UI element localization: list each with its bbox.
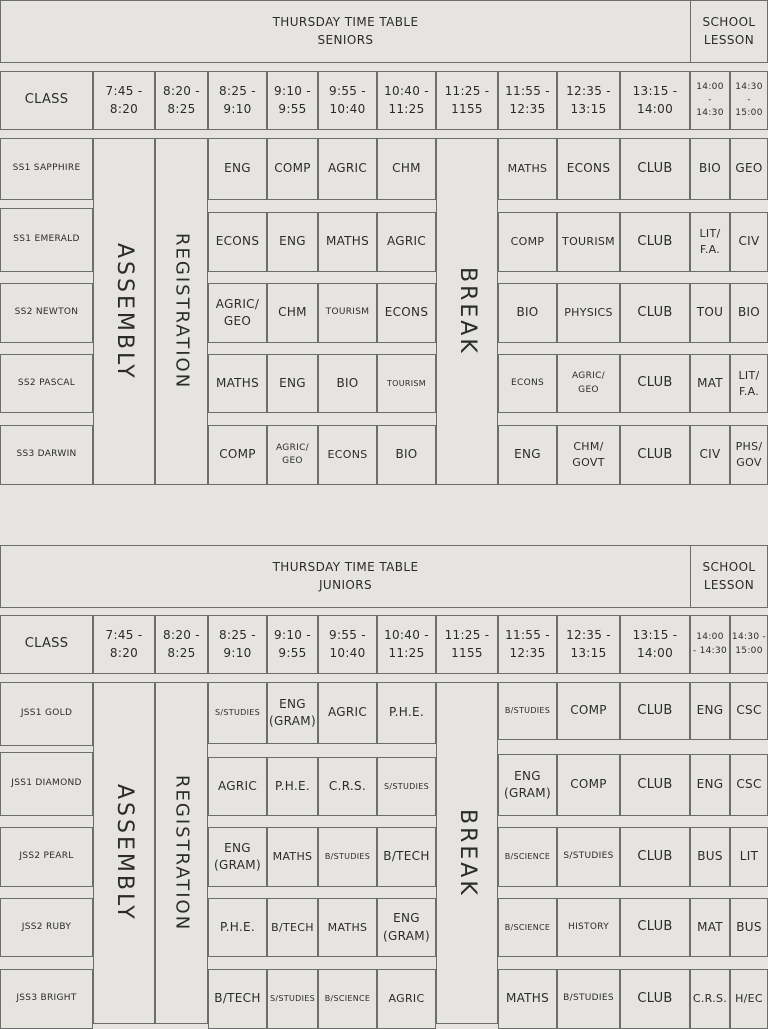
- juniors-time-slot: 13:15 - 14:00: [620, 615, 690, 674]
- seniors-time-slot: 13:15 - 14:00: [620, 71, 690, 130]
- juniors-class-header: CLASS: [0, 615, 93, 674]
- juniors-time-slot: 10:40 - 11:25: [377, 615, 436, 674]
- lesson-cell: PHYSICS: [557, 283, 620, 343]
- seniors-time-slot: 14:30 - 15:00: [730, 71, 768, 130]
- seniors-class-name: SS1 EMERALD: [0, 208, 93, 272]
- club-cell: CLUB: [620, 283, 690, 343]
- juniors-class-name: JSS2 PEARL: [0, 827, 93, 887]
- seniors-school-lesson: SCHOOL LESSON: [690, 0, 768, 63]
- lesson-cell: S/STUDIES: [557, 827, 620, 887]
- lesson-cell: ENG: [267, 354, 318, 413]
- juniors-break: [436, 682, 498, 1024]
- school-lesson-cell: CSC: [730, 754, 768, 816]
- club-cell: CLUB: [620, 827, 690, 887]
- school-lesson-cell: LIT/ F.A.: [690, 212, 730, 272]
- lesson-cell: ENG (GRAM): [267, 682, 318, 744]
- lesson-cell: S/STUDIES: [267, 969, 318, 1029]
- juniors-title-line2: JUNIORS: [318, 577, 373, 592]
- seniors-time-slot: 9:55 - 10:40: [318, 71, 377, 130]
- school-lesson-cell: BUS: [730, 898, 768, 957]
- lesson-cell: S/STUDIES: [208, 682, 267, 744]
- lesson-cell: ENG (GRAM): [208, 827, 267, 887]
- school-lesson-cell: BIO: [730, 283, 768, 343]
- lesson-cell: AGRIC/ GEO: [208, 283, 267, 343]
- lesson-cell: CHM: [267, 283, 318, 343]
- seniors-class-name: SS2 NEWTON: [0, 283, 93, 343]
- lesson-cell: MATHS: [318, 212, 377, 272]
- juniors-time-slot: 11:55 - 12:35: [498, 615, 557, 674]
- juniors-time-slot: 14:00 - 14:30: [690, 615, 730, 674]
- seniors-registration-label: REGISTRATION: [171, 233, 193, 390]
- lesson-cell: TOURISM: [377, 354, 436, 413]
- seniors-time-slot: 14:00 - 14:30: [690, 71, 730, 130]
- lesson-cell: ENG: [267, 212, 318, 272]
- seniors-class-name: SS2 PASCAL: [0, 354, 93, 413]
- juniors-title: [0, 545, 691, 608]
- juniors-time-slot: 8:20 - 8:25: [155, 615, 208, 674]
- lesson-cell: AGRIC: [208, 757, 267, 816]
- lesson-cell: MATHS: [498, 969, 557, 1029]
- lesson-cell: AGRIC/ GEO: [557, 354, 620, 413]
- school-lesson-cell: CIV: [690, 425, 730, 485]
- club-cell: CLUB: [620, 682, 690, 740]
- school-lesson-cell: PHS/ GOV: [730, 425, 768, 485]
- school-lesson-cell: H/EC: [730, 969, 768, 1029]
- juniors-class-name: JSS1 GOLD: [0, 682, 93, 746]
- lesson-cell: S/STUDIES: [377, 757, 436, 816]
- club-cell: CLUB: [620, 754, 690, 816]
- juniors-time-slot: 9:10 - 9:55: [267, 615, 318, 674]
- club-cell: CLUB: [620, 969, 690, 1029]
- lesson-cell: B/TECH: [267, 898, 318, 957]
- lesson-cell: BIO: [318, 354, 377, 413]
- lesson-cell: P.H.E.: [267, 757, 318, 816]
- lesson-cell: AGRIC: [318, 138, 377, 200]
- seniors-title-line2: SENIORS: [317, 32, 374, 47]
- school-lesson-cell: LIT: [730, 827, 768, 887]
- seniors-title-line1: THURSDAY TIME TABLE: [272, 15, 419, 30]
- lesson-cell: B/STUDIES: [318, 827, 377, 887]
- lesson-cell: COMP: [557, 754, 620, 816]
- seniors-break: [436, 138, 498, 485]
- juniors-title-line1: THURSDAY TIME TABLE: [272, 560, 419, 575]
- school-lesson-cell: C.R.S.: [690, 969, 730, 1029]
- seniors-class-name: SS1 SAPPHIRE: [0, 138, 93, 200]
- juniors-time-slot: 9:55 - 10:40: [318, 615, 377, 674]
- lesson-cell: COMP: [208, 425, 267, 485]
- lesson-cell: TOURISM: [318, 283, 377, 343]
- juniors-break-label: BREAK: [454, 808, 480, 898]
- school-lesson-cell: LIT/ F.A.: [730, 354, 768, 413]
- lesson-cell: ECONS: [557, 138, 620, 200]
- school-lesson-cell: BIO: [690, 138, 730, 200]
- lesson-cell: ENG: [208, 138, 267, 200]
- club-cell: CLUB: [620, 354, 690, 413]
- lesson-cell: ECONS: [377, 283, 436, 343]
- lesson-cell: ECONS: [208, 212, 267, 272]
- lesson-cell: CHM/ GOVT: [557, 425, 620, 485]
- lesson-cell: AGRIC: [377, 212, 436, 272]
- lesson-cell: P.H.E.: [377, 682, 436, 744]
- lesson-cell: MATHS: [318, 898, 377, 957]
- lesson-cell: TOURISM: [557, 212, 620, 272]
- juniors-time-slot: 14:30 - 15:00: [730, 615, 768, 674]
- lesson-cell: C.R.S.: [318, 757, 377, 816]
- lesson-cell: P.H.E.: [208, 898, 267, 957]
- school-lesson-cell: ENG: [690, 682, 730, 740]
- juniors-time-slot: 11:25 - 1155: [436, 615, 498, 674]
- school-lesson-cell: CSC: [730, 682, 768, 740]
- club-cell: CLUB: [620, 138, 690, 200]
- juniors-time-slot: 7:45 - 8:20: [93, 615, 155, 674]
- lesson-cell: BIO: [498, 283, 557, 343]
- seniors-time-slot: 9:10 - 9:55: [267, 71, 318, 130]
- seniors-time-slot: 10:40 - 11:25: [377, 71, 436, 130]
- lesson-cell: ECONS: [318, 425, 377, 485]
- lesson-cell: B/SCIENCE: [318, 969, 377, 1029]
- seniors-class-name: SS3 DARWIN: [0, 425, 93, 485]
- juniors-class-name: JSS1 DIAMOND: [0, 752, 93, 816]
- club-cell: CLUB: [620, 425, 690, 485]
- school-lesson-cell: CIV: [730, 212, 768, 272]
- seniors-time-slot: 11:25 - 1155: [436, 71, 498, 130]
- lesson-cell: COMP: [498, 212, 557, 272]
- seniors-time-slot: 8:25 - 9:10: [208, 71, 267, 130]
- lesson-cell: MATHS: [208, 354, 267, 413]
- lesson-cell: ENG: [498, 425, 557, 485]
- seniors-time-slot: 7:45 - 8:20: [93, 71, 155, 130]
- juniors-registration: [155, 682, 208, 1024]
- lesson-cell: AGRIC: [377, 969, 436, 1029]
- seniors-time-slot: 11:55 - 12:35: [498, 71, 557, 130]
- juniors-class-name: JSS2 RUBY: [0, 898, 93, 957]
- seniors-class-header: CLASS: [0, 71, 93, 130]
- lesson-cell: B/TECH: [377, 827, 436, 887]
- juniors-class-name: JSS3 BRIGHT: [0, 969, 93, 1029]
- school-lesson-cell: MAT: [690, 898, 730, 957]
- lesson-cell: HISTORY: [557, 898, 620, 957]
- lesson-cell: B/STUDIES: [498, 682, 557, 740]
- juniors-time-slot: 12:35 - 13:15: [557, 615, 620, 674]
- lesson-cell: AGRIC: [318, 682, 377, 744]
- seniors-registration: [155, 138, 208, 485]
- lesson-cell: MATHS: [267, 827, 318, 887]
- lesson-cell: CHM: [377, 138, 436, 200]
- lesson-cell: MATHS: [498, 138, 557, 200]
- juniors-time-slot: 8:25 - 9:10: [208, 615, 267, 674]
- school-lesson-cell: TOU: [690, 283, 730, 343]
- seniors-assembly-label: ASSEMBLY: [111, 242, 137, 381]
- lesson-cell: ENG (GRAM): [377, 898, 436, 957]
- juniors-school-lesson: SCHOOL LESSON: [690, 545, 768, 608]
- lesson-cell: B/SCIENCE: [498, 898, 557, 957]
- seniors-title: [0, 0, 691, 63]
- seniors-time-slot: 12:35 - 13:15: [557, 71, 620, 130]
- seniors-break-label: BREAK: [454, 267, 480, 356]
- juniors-registration-label: REGISTRATION: [171, 774, 193, 932]
- lesson-cell: ECONS: [498, 354, 557, 413]
- school-lesson-cell: MAT: [690, 354, 730, 413]
- school-lesson-cell: BUS: [690, 827, 730, 887]
- seniors-time-slot: 8:20 - 8:25: [155, 71, 208, 130]
- club-cell: CLUB: [620, 898, 690, 957]
- school-lesson-cell: ENG: [690, 754, 730, 816]
- seniors-assembly: [93, 138, 155, 485]
- school-lesson-cell: GEO: [730, 138, 768, 200]
- lesson-cell: B/SCIENCE: [498, 827, 557, 887]
- lesson-cell: AGRIC/ GEO: [267, 425, 318, 485]
- juniors-assembly-label: ASSEMBLY: [111, 784, 137, 922]
- lesson-cell: ENG (GRAM): [498, 754, 557, 816]
- club-cell: CLUB: [620, 212, 690, 272]
- lesson-cell: COMP: [267, 138, 318, 200]
- lesson-cell: B/TECH: [208, 969, 267, 1029]
- lesson-cell: B/STUDIES: [557, 969, 620, 1029]
- lesson-cell: COMP: [557, 682, 620, 740]
- juniors-assembly: [93, 682, 155, 1024]
- lesson-cell: BIO: [377, 425, 436, 485]
